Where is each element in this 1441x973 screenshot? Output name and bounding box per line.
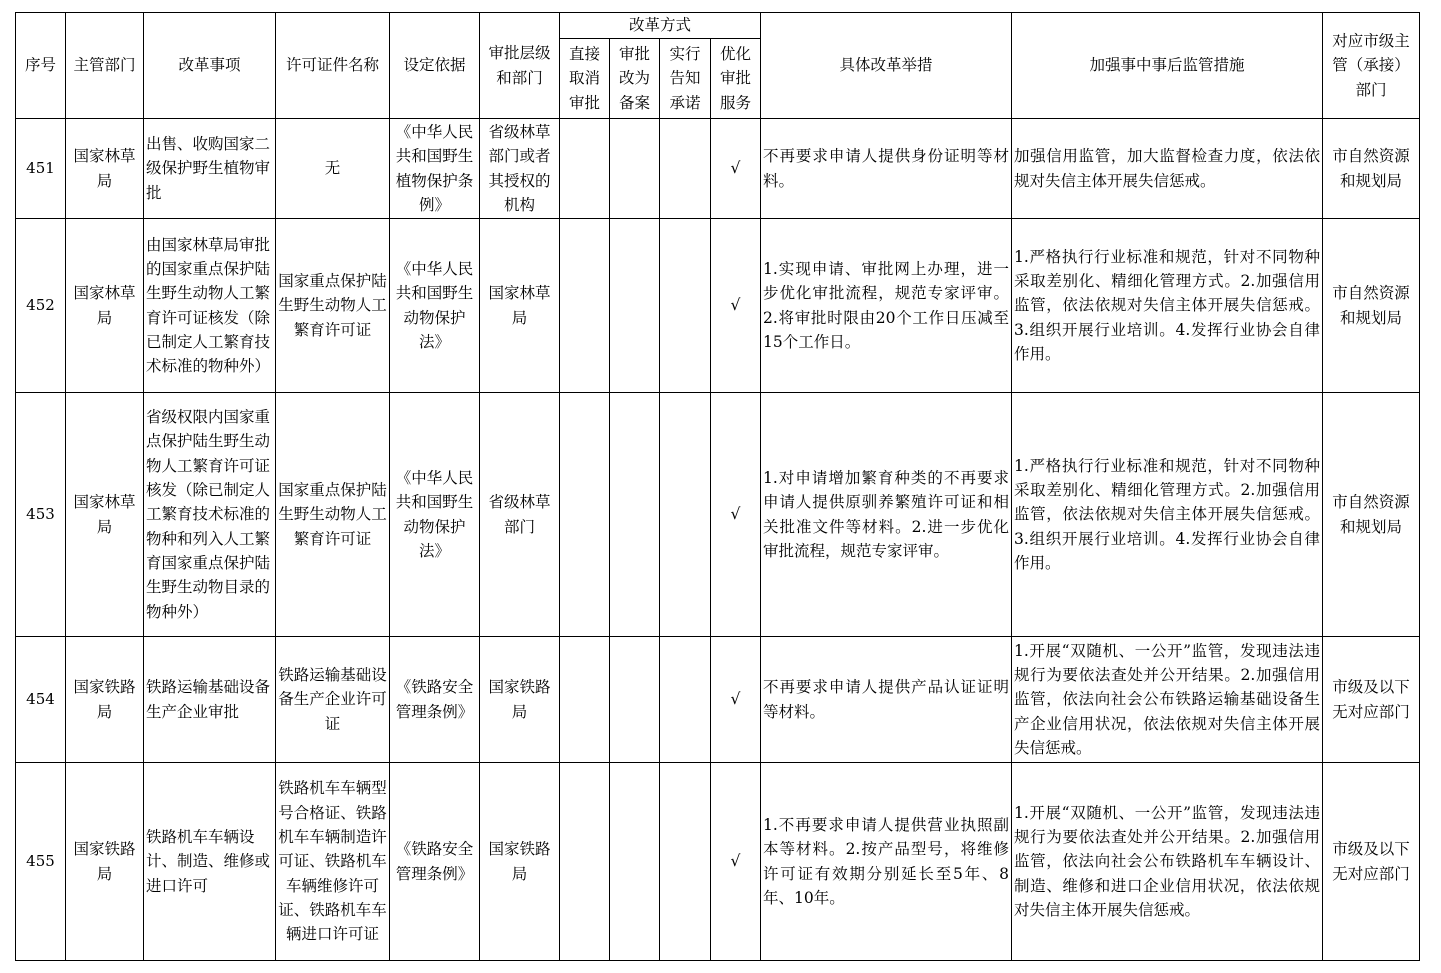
row-measures: 1.实现申请、审批网上办理，进一步优化审批流程，规范专家评审。2.将审批时限由20个工作日压减至15个工作日。 [761, 219, 1012, 393]
row-dept: 国家林草局 [66, 393, 144, 637]
row-city: 市级及以下无对应部门 [1323, 637, 1420, 763]
row-city: 市级及以下无对应部门 [1323, 763, 1420, 961]
row-seq: 454 [16, 637, 66, 763]
row-method-filing [610, 219, 660, 393]
table-row [16, 219, 1420, 393]
row-level: 国家林草局 [480, 219, 560, 393]
row-item: 由国家林草局审批的国家重点保护陆生野生动物人工繁育许可证核发（除已制定人工繁育技术标准的物种外） [144, 219, 276, 393]
table-row [16, 763, 1420, 961]
header-dept: 主管部门 [66, 13, 144, 119]
header-method: 改革方式 [560, 13, 761, 39]
header-level: 审批层级和部门 [480, 13, 560, 119]
table-row [16, 119, 1420, 219]
row-item: 出售、收购国家二级保护野生植物审批 [144, 119, 276, 219]
row-item: 铁路机车车辆设计、制造、维修或进口许可 [144, 763, 276, 961]
row-seq: 453 [16, 393, 66, 637]
row-method-cancel [560, 219, 610, 393]
header-method-cancel: 直接取消审批 [560, 39, 610, 119]
row-supervision: 加强信用监管，加大监督检查力度，依法依规对失信主体开展失信惩戒。 [1012, 119, 1323, 219]
row-city: 市自然资源和规划局 [1323, 393, 1420, 637]
row-method-cancel [560, 119, 610, 219]
header-method-promise: 实行告知承诺 [660, 39, 711, 119]
header-basis: 设定依据 [390, 13, 480, 119]
row-method-optimize: √ [711, 119, 761, 219]
row-item: 省级权限内国家重点保护陆生野生动物人工繁育许可证核发（除已制定人工繁育技术标准的物种和列入人工繁育国家重点保护陆生野生动物目录的物种外） [144, 393, 276, 637]
row-method-cancel [560, 763, 610, 961]
table-row [16, 393, 1420, 637]
row-measures: 不再要求申请人提供身份证明等材料。 [761, 119, 1012, 219]
row-level: 省级林草部门 [480, 393, 560, 637]
row-seq: 452 [16, 219, 66, 393]
row-supervision: 1.严格执行行业标准和规范，针对不同物种采取差别化、精细化管理方式。2.加强信用监管，依法依规对失信主体开展失信惩戒。3.组织开展行业培训。4.发挥行业协会自律作用。 [1012, 393, 1323, 637]
header-item: 改革事项 [144, 13, 276, 119]
row-seq: 455 [16, 763, 66, 961]
row-method-filing [610, 637, 660, 763]
row-method-optimize: √ [711, 763, 761, 961]
row-license: 铁路运输基础设备生产企业许可证 [276, 637, 390, 763]
row-city: 市自然资源和规划局 [1323, 119, 1420, 219]
row-method-filing [610, 119, 660, 219]
row-basis: 《中华人民共和国野生动物保护法》 [390, 219, 480, 393]
header-seq: 序号 [16, 13, 66, 119]
header-license: 许可证件名称 [276, 13, 390, 119]
row-seq: 451 [16, 119, 66, 219]
row-method-promise [660, 393, 711, 637]
reform-document [15, 12, 1420, 961]
row-method-optimize: √ [711, 637, 761, 763]
row-method-promise [660, 763, 711, 961]
row-basis: 《铁路安全管理条例》 [390, 637, 480, 763]
row-method-optimize: √ [711, 219, 761, 393]
row-dept: 国家林草局 [66, 119, 144, 219]
row-method-promise [660, 637, 711, 763]
header-measures: 具体改革举措 [761, 13, 1012, 119]
row-supervision: 1.开展“双随机、一公开”监管，发现违法违规行为要依法查处并公开结果。2.加强信用监管，依法向社会公布铁路机车车辆设计、制造、维修和进口企业信用状况，依法依规对失信主体开展失信惩戒。 [1012, 763, 1323, 961]
row-method-filing [610, 763, 660, 961]
row-method-filing [610, 393, 660, 637]
row-dept: 国家铁路局 [66, 763, 144, 961]
row-measures: 不再要求申请人提供产品认证证明等材料。 [761, 637, 1012, 763]
row-dept: 国家林草局 [66, 219, 144, 393]
header-method-optimize: 优化审批服务 [711, 39, 761, 119]
row-license: 铁路机车车辆型号合格证、铁路机车车辆制造许可证、铁路机车车辆维修许可证、铁路机车车辆进口许可证 [276, 763, 390, 961]
row-method-cancel [560, 637, 610, 763]
row-measures: 1.不再要求申请人提供营业执照副本等材料。2.按产品型号，将维修许可证有效期分别延长至5年、8年、10年。 [761, 763, 1012, 961]
row-basis: 《中华人民共和国野生植物保护条例》 [390, 119, 480, 219]
row-method-cancel [560, 393, 610, 637]
row-basis: 《铁路安全管理条例》 [390, 763, 480, 961]
header-city: 对应市级主管（承接）部门 [1323, 13, 1420, 119]
body [16, 119, 1420, 961]
header [16, 13, 1420, 119]
row-level: 国家铁路局 [480, 637, 560, 763]
row-dept: 国家铁路局 [66, 637, 144, 763]
header-supervision: 加强事中事后监管措施 [1012, 13, 1323, 119]
row-license: 国家重点保护陆生野生动物人工繁育许可证 [276, 393, 390, 637]
row-basis: 《中华人民共和国野生动物保护法》 [390, 393, 480, 637]
header-row-top [16, 13, 1420, 39]
row-measures: 1.对申请增加繁育种类的不再要求申请人提供原驯养繁殖许可证和相关批准文件等材料。2.进一步优化审批流程，规范专家评审。 [761, 393, 1012, 637]
table-row [16, 637, 1420, 763]
row-item: 铁路运输基础设备生产企业审批 [144, 637, 276, 763]
header-method-filing: 审批改为备案 [610, 39, 660, 119]
row-city: 市自然资源和规划局 [1323, 219, 1420, 393]
row-level: 省级林草部门或者其授权的机构 [480, 119, 560, 219]
row-method-promise [660, 219, 711, 393]
row-method-optimize: √ [711, 393, 761, 637]
reform-table [15, 12, 1420, 961]
row-method-promise [660, 119, 711, 219]
row-license: 国家重点保护陆生野生动物人工繁育许可证 [276, 219, 390, 393]
row-supervision: 1.严格执行行业标准和规范，针对不同物种采取差别化、精细化管理方式。2.加强信用监管，依法依规对失信主体开展失信惩戒。3.组织开展行业培训。4.发挥行业协会自律作用。 [1012, 219, 1323, 393]
row-license: 无 [276, 119, 390, 219]
row-level: 国家铁路局 [480, 763, 560, 961]
row-supervision: 1.开展“双随机、一公开”监管，发现违法违规行为要依法查处并公开结果。2.加强信用监管，依法向社会公布铁路运输基础设备生产企业信用状况，依法依规对失信主体开展失信惩戒。 [1012, 637, 1323, 763]
